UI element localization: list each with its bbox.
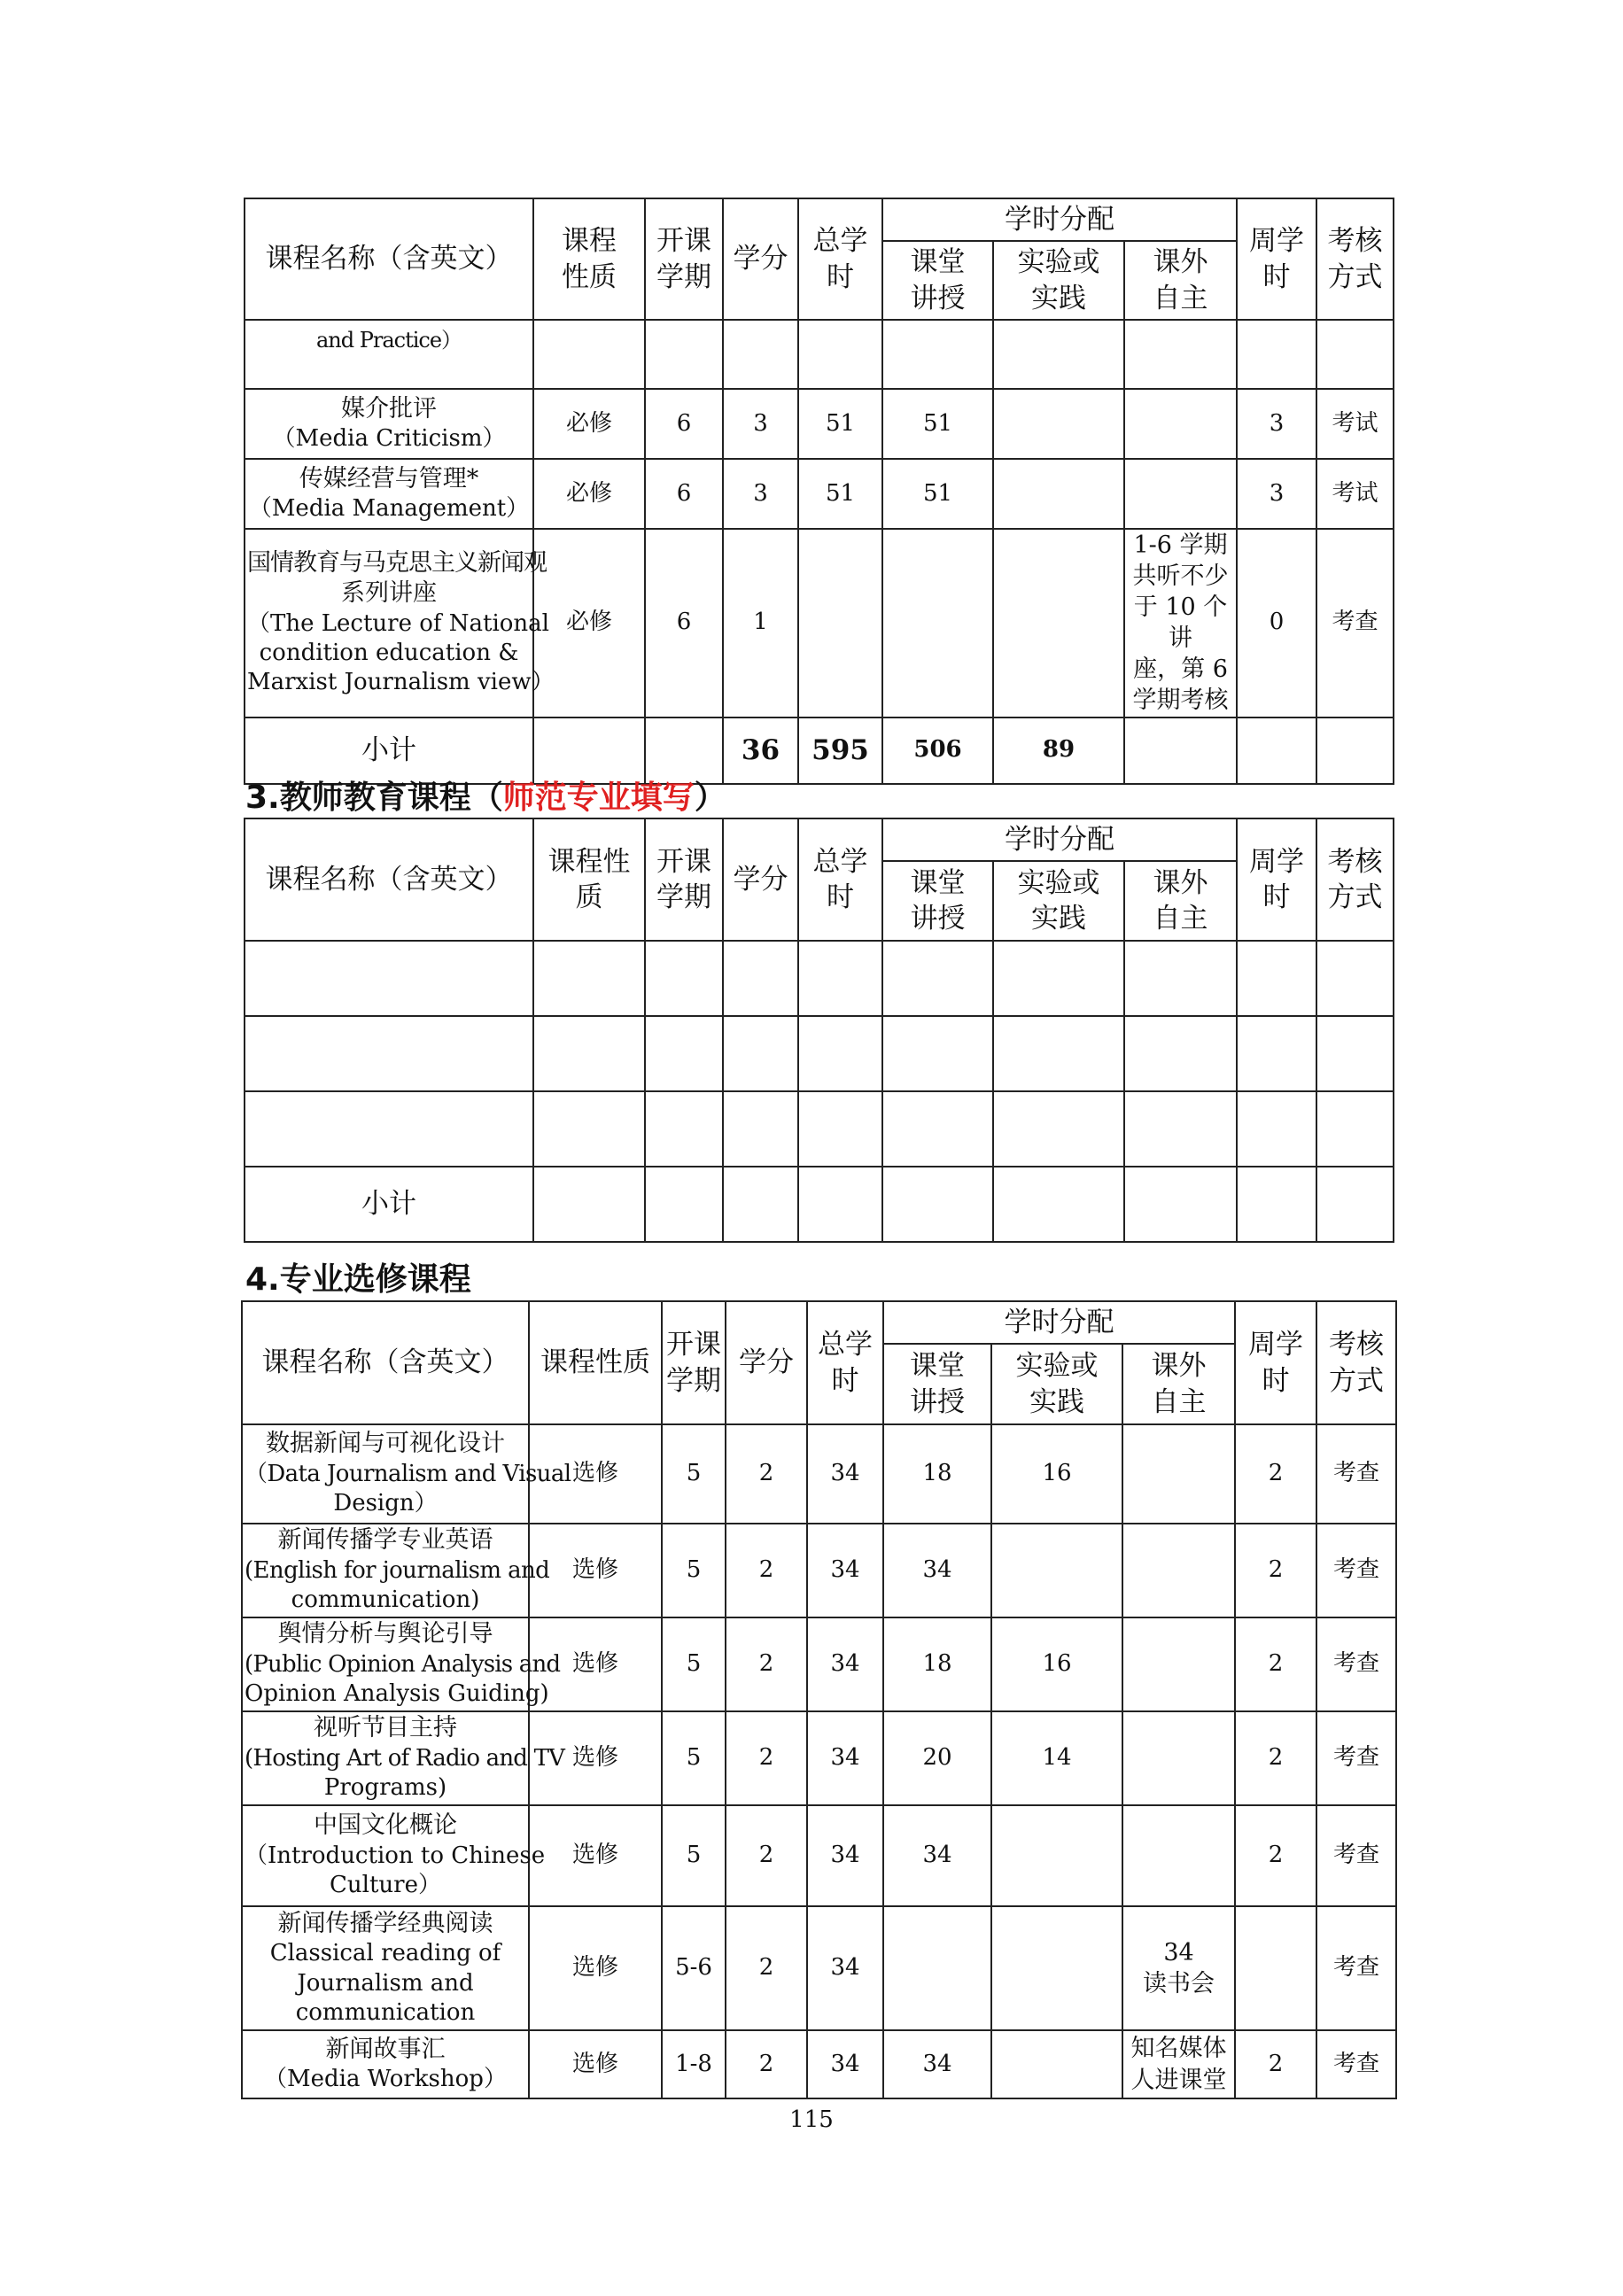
assessment: 考查 (1316, 1906, 1396, 2030)
header-weekly-hours: 周学 时 (1237, 198, 1316, 320)
subtotal-label: 小计 (245, 1167, 533, 1242)
self-study-hours (1122, 1711, 1235, 1805)
table-row (245, 320, 1394, 389)
course-type: 选修 (529, 1711, 662, 1805)
assessment: 考查 (1316, 2030, 1396, 2098)
semester: 5 (662, 1617, 726, 1711)
course-type: 选修 (529, 1617, 662, 1711)
assessment: 考查 (1316, 1524, 1396, 1617)
header-practice: 实验或 实践 (991, 1344, 1122, 1424)
header-assessment: 考核 方式 (1316, 818, 1394, 941)
header-practice: 实验或 实践 (993, 241, 1124, 320)
header-hour-allocation: 学时分配 (883, 1301, 1235, 1344)
course-type: 必修 (533, 389, 645, 459)
course-table-teacher-education (244, 818, 1394, 1243)
course-name: 新闻故事汇 （Media Workshop） (242, 2030, 529, 2098)
header-hour-allocation: 学时分配 (882, 198, 1237, 241)
practice-hours (991, 1805, 1122, 1906)
lecture-hours: 18 (883, 1617, 991, 1711)
table-row (245, 389, 1394, 459)
total-hours: 34 (807, 1906, 883, 2030)
credits: 2 (726, 1906, 807, 2030)
weekly-hours: 2 (1235, 1424, 1316, 1524)
lecture-hours (883, 1906, 991, 2030)
course-type: 选修 (529, 1906, 662, 2030)
lecture-hours: 34 (883, 2030, 991, 2098)
page-number: 115 (789, 2106, 834, 2133)
header-semester: 开课 学期 (645, 818, 723, 941)
table-row (245, 459, 1394, 529)
table-row (242, 1711, 1396, 1805)
table-row (242, 2030, 1396, 2098)
header-course-name: 课程名称（含英文） (245, 818, 533, 941)
semester: 5 (662, 1805, 726, 1906)
course-name: 舆情分析与舆论引导 (Public Opinion Analysis and Opinion Analysis Guiding) (242, 1617, 529, 1711)
weekly-hours (1235, 1906, 1316, 2030)
header-total-hours: 总学 时 (807, 1301, 883, 1424)
practice-hours: 14 (991, 1711, 1122, 1805)
lecture-hours: 20 (883, 1711, 991, 1805)
header-assessment: 考核 方式 (1316, 198, 1394, 320)
course-table-electives (241, 1300, 1397, 2099)
course-type: 选修 (529, 1805, 662, 1906)
header-course-name: 课程名称（含英文） (245, 198, 533, 320)
table-row (245, 1016, 1394, 1091)
total-hours: 34 (807, 2030, 883, 2098)
credits: 2 (726, 1424, 807, 1524)
semester: 5 (662, 1524, 726, 1617)
semester: 5-6 (662, 1906, 726, 2030)
table-row (242, 1424, 1396, 1524)
credits: 2 (726, 1617, 807, 1711)
subtotal-row (245, 1167, 1394, 1242)
header-assessment: 考核 方式 (1316, 1301, 1396, 1424)
course-type: 必修 (533, 459, 645, 529)
table-row (245, 1091, 1394, 1167)
header-credits: 学分 (723, 198, 798, 320)
total-hours: 51 (798, 389, 882, 459)
practice-hours (993, 389, 1124, 459)
weekly-hours: 2 (1235, 1617, 1316, 1711)
header-weekly-hours: 周学 时 (1237, 818, 1316, 941)
course-name: 视听节目主持 (Hosting Art of Radio and TV Programs) (242, 1711, 529, 1805)
self-study-hours (1122, 1424, 1235, 1524)
practice-hours (991, 2030, 1122, 2098)
practice-hours: 16 (991, 1617, 1122, 1711)
lecture-hours: 34 (883, 1805, 991, 1906)
header-course-name: 课程名称（含英文） (242, 1301, 529, 1424)
header-semester: 开课 学期 (645, 198, 723, 320)
practice-hours: 16 (991, 1424, 1122, 1524)
credits: 2 (726, 1805, 807, 1906)
header-weekly-hours: 周学 时 (1235, 1301, 1316, 1424)
header-total-hours: 总学 时 (798, 198, 882, 320)
self-study-note: 知名媒体 人进课堂 (1122, 2030, 1235, 2098)
credits: 3 (723, 459, 798, 529)
assessment: 考查 (1316, 529, 1394, 718)
header-semester: 开课 学期 (662, 1301, 726, 1424)
weekly-hours: 2 (1235, 1524, 1316, 1617)
header-hour-allocation: 学时分配 (882, 818, 1237, 861)
section-title-elective: 4.专业选修课程 (245, 1261, 471, 1298)
total-hours: 34 (807, 1805, 883, 1906)
self-study-note: 1-6 学期 共听不少 于 10 个讲 座，第 6 学期考核 (1124, 529, 1237, 718)
table-row (242, 1805, 1396, 1906)
course-name: 国情教育与马克思主义新闻观 系列讲座 （The Lecture of National condition education & Marxist Journalism view） (245, 529, 533, 718)
self-study-hours (1122, 1617, 1235, 1711)
practice-hours (993, 529, 1124, 718)
course-name: 新闻传播学专业英语 (English for journalism and communication) (242, 1524, 529, 1617)
assessment: 考试 (1316, 459, 1394, 529)
header-self-study: 课外 自主 (1122, 1344, 1235, 1424)
lecture-hours (882, 529, 993, 718)
course-type: 选修 (529, 1424, 662, 1524)
course-type: 必修 (533, 529, 645, 718)
weekly-hours: 2 (1235, 1805, 1316, 1906)
header-credits: 学分 (723, 818, 798, 941)
total-hours (798, 529, 882, 718)
credits: 1 (723, 529, 798, 718)
table-row (245, 529, 1394, 718)
course-name: 中国文化概论 （Introduction to Chinese Culture） (242, 1805, 529, 1906)
header-total-hours: 总学 时 (798, 818, 882, 941)
practice-hours (993, 459, 1124, 529)
semester: 6 (645, 529, 723, 718)
weekly-hours: 3 (1237, 389, 1316, 459)
header-lecture: 课堂 讲授 (882, 241, 993, 320)
lecture-hours: 34 (883, 1524, 991, 1617)
self-study-hours (1122, 1524, 1235, 1617)
weekly-hours: 2 (1235, 1711, 1316, 1805)
header-self-study: 课外 自主 (1124, 241, 1237, 320)
course-name: 新闻传播学经典阅读 Classical reading of Journalism and communication (242, 1906, 529, 2030)
course-name: 媒介批评 （Media Criticism） (245, 389, 533, 459)
subtotal-practice: 89 (993, 718, 1124, 784)
assessment: 考查 (1316, 1617, 1396, 1711)
weekly-hours: 3 (1237, 459, 1316, 529)
header-course-type: 课程性 质 (533, 818, 645, 941)
total-hours: 34 (807, 1617, 883, 1711)
header-course-type: 课程性质 (529, 1301, 662, 1424)
assessment: 考查 (1316, 1424, 1396, 1524)
semester: 6 (645, 459, 723, 529)
total-hours: 51 (798, 459, 882, 529)
total-hours: 34 (807, 1424, 883, 1524)
practice-hours (991, 1524, 1122, 1617)
credits: 2 (726, 1711, 807, 1805)
course-type: 选修 (529, 1524, 662, 1617)
table-row (242, 1617, 1396, 1711)
total-hours: 34 (807, 1524, 883, 1617)
total-hours: 34 (807, 1711, 883, 1805)
header-practice: 实验或 实践 (993, 861, 1124, 941)
assessment: 考试 (1316, 389, 1394, 459)
section-title-teacher-education: 3.教师教育课程（师范专业填写） (245, 780, 726, 816)
table-row (242, 1906, 1396, 2030)
course-table-compulsory (244, 198, 1394, 785)
self-study-hours (1122, 1805, 1235, 1906)
subtotal-credits: 36 (723, 718, 798, 784)
table-row (245, 941, 1394, 1016)
credits: 2 (726, 2030, 807, 2098)
semester: 5 (662, 1424, 726, 1524)
credits: 2 (726, 1524, 807, 1617)
subtotal-lecture: 506 (882, 718, 993, 784)
course-type: 选修 (529, 2030, 662, 2098)
assessment: 考查 (1316, 1711, 1396, 1805)
lecture-hours: 51 (882, 389, 993, 459)
credits: 3 (723, 389, 798, 459)
subtotal-total-hours: 595 (798, 718, 882, 784)
self-study-note: 34 读书会 (1122, 1906, 1235, 2030)
header-lecture: 课堂 讲授 (883, 1344, 991, 1424)
header-credits: 学分 (726, 1301, 807, 1424)
header-course-type: 课程 性质 (533, 198, 645, 320)
table-row (242, 1524, 1396, 1617)
subtotal-label: 小计 (245, 718, 533, 784)
practice-hours (991, 1906, 1122, 2030)
self-study-hours (1124, 459, 1237, 529)
lecture-hours: 51 (882, 459, 993, 529)
weekly-hours: 0 (1237, 529, 1316, 718)
header-self-study: 课外 自主 (1124, 861, 1237, 941)
semester: 5 (662, 1711, 726, 1805)
course-name: 传媒经营与管理* （Media Management） (245, 459, 533, 529)
semester: 6 (645, 389, 723, 459)
lecture-hours: 18 (883, 1424, 991, 1524)
assessment: 考查 (1316, 1805, 1396, 1906)
header-lecture: 课堂 讲授 (882, 861, 993, 941)
course-name: and Practice） (245, 320, 533, 389)
course-name: 数据新闻与可视化设计 （Data Journalism and Visual Design） (242, 1424, 529, 1524)
semester: 1-8 (662, 2030, 726, 2098)
weekly-hours: 2 (1235, 2030, 1316, 2098)
self-study-hours (1124, 389, 1237, 459)
